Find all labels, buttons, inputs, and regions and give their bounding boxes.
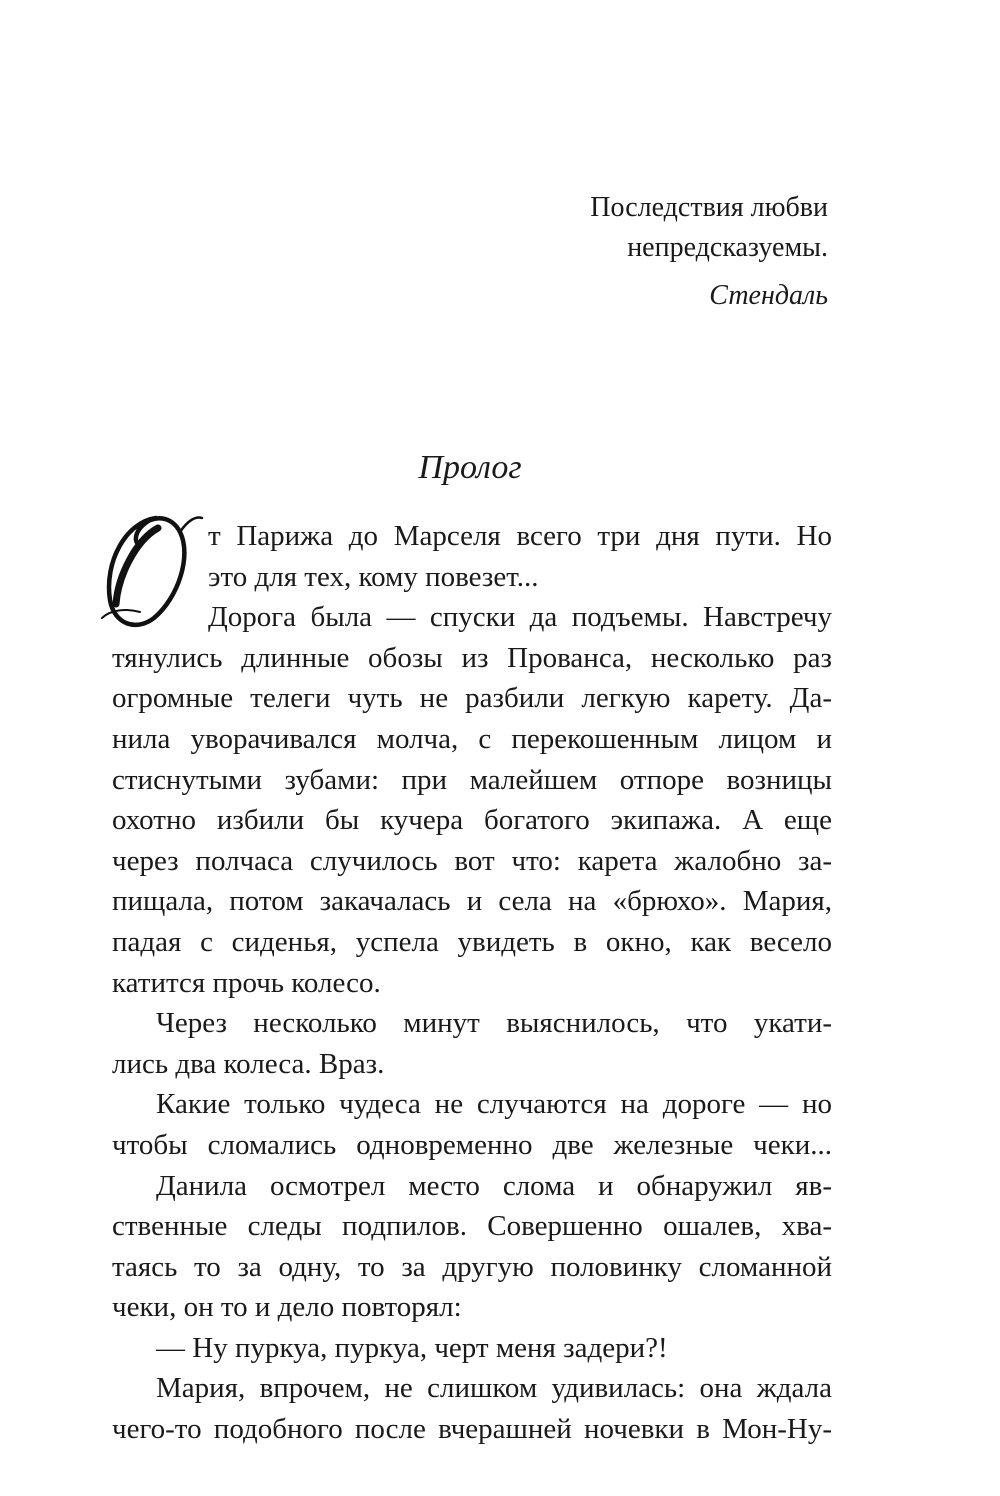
epigraph-line-1: Последствия любви bbox=[590, 192, 828, 223]
text-line: огромные телеги чуть не разбили легкую карету. Да- bbox=[112, 682, 832, 715]
body-text bbox=[112, 516, 832, 1450]
text-line: стиснутыми зубами: при малейшем отпоре возницы bbox=[112, 763, 832, 796]
epigraph-line-2: непредсказуемы. bbox=[627, 232, 828, 263]
text-line: тянулись длинные обозы из Прованса, несколько раз bbox=[112, 641, 832, 674]
text-line: это для тех, кому повезет... bbox=[208, 560, 539, 593]
text-line: таясь то за одну, то за другую половинку сломанной bbox=[112, 1250, 832, 1283]
text-line: Какие только чудеса не случаются на дороге — но bbox=[156, 1088, 832, 1121]
text-line: чего-то подобного после вчерашней ночевки в Мон-Ну- bbox=[112, 1413, 832, 1446]
text-line: чеки, он то и дело повторял: bbox=[112, 1291, 462, 1324]
text-line: Мария, впрочем, не слишком удивилась: она ждала bbox=[156, 1372, 832, 1405]
chapter-title: Пролог bbox=[418, 449, 522, 486]
text-line: катится прочь колесо. bbox=[112, 966, 381, 999]
text-line: т Парижа до Марселя всего три дня пути. Но bbox=[208, 520, 832, 552]
epigraph bbox=[328, 188, 828, 316]
text-line: лись два колеса. Враз. bbox=[112, 1047, 385, 1080]
text-line: пищала, потом закачалась и села на «брюхо». Мария, bbox=[112, 885, 832, 918]
text-line: Данила осмотрел место слома и обнаружил яв- bbox=[156, 1169, 832, 1202]
dialogue-line: — Ну пуркуа, пуркуа, черт меня задери?! bbox=[156, 1331, 668, 1364]
text-line: охотно избили бы кучера богатого экипажа. А еще bbox=[112, 804, 832, 837]
text-line: через полчаса случилось вот что: карета жалобно за- bbox=[112, 844, 832, 877]
text-line: Через несколько минут выяснилось, что укати- bbox=[156, 1007, 832, 1040]
text-line: ственные следы подпилов. Совершенно ошалев, хва- bbox=[112, 1210, 832, 1243]
text-line: чтобы сломались одновременно две железные чеки... bbox=[112, 1128, 832, 1161]
text-line: падая с сиденья, успела увидеть в окно, как весело bbox=[112, 925, 832, 958]
text-line: Дорога была — спуски да подъемы. Навстречу bbox=[208, 601, 832, 634]
text-line: нила уворачивался молча, с перекошенным лицом и bbox=[112, 722, 832, 755]
epigraph-author: Стендаль bbox=[709, 280, 828, 311]
